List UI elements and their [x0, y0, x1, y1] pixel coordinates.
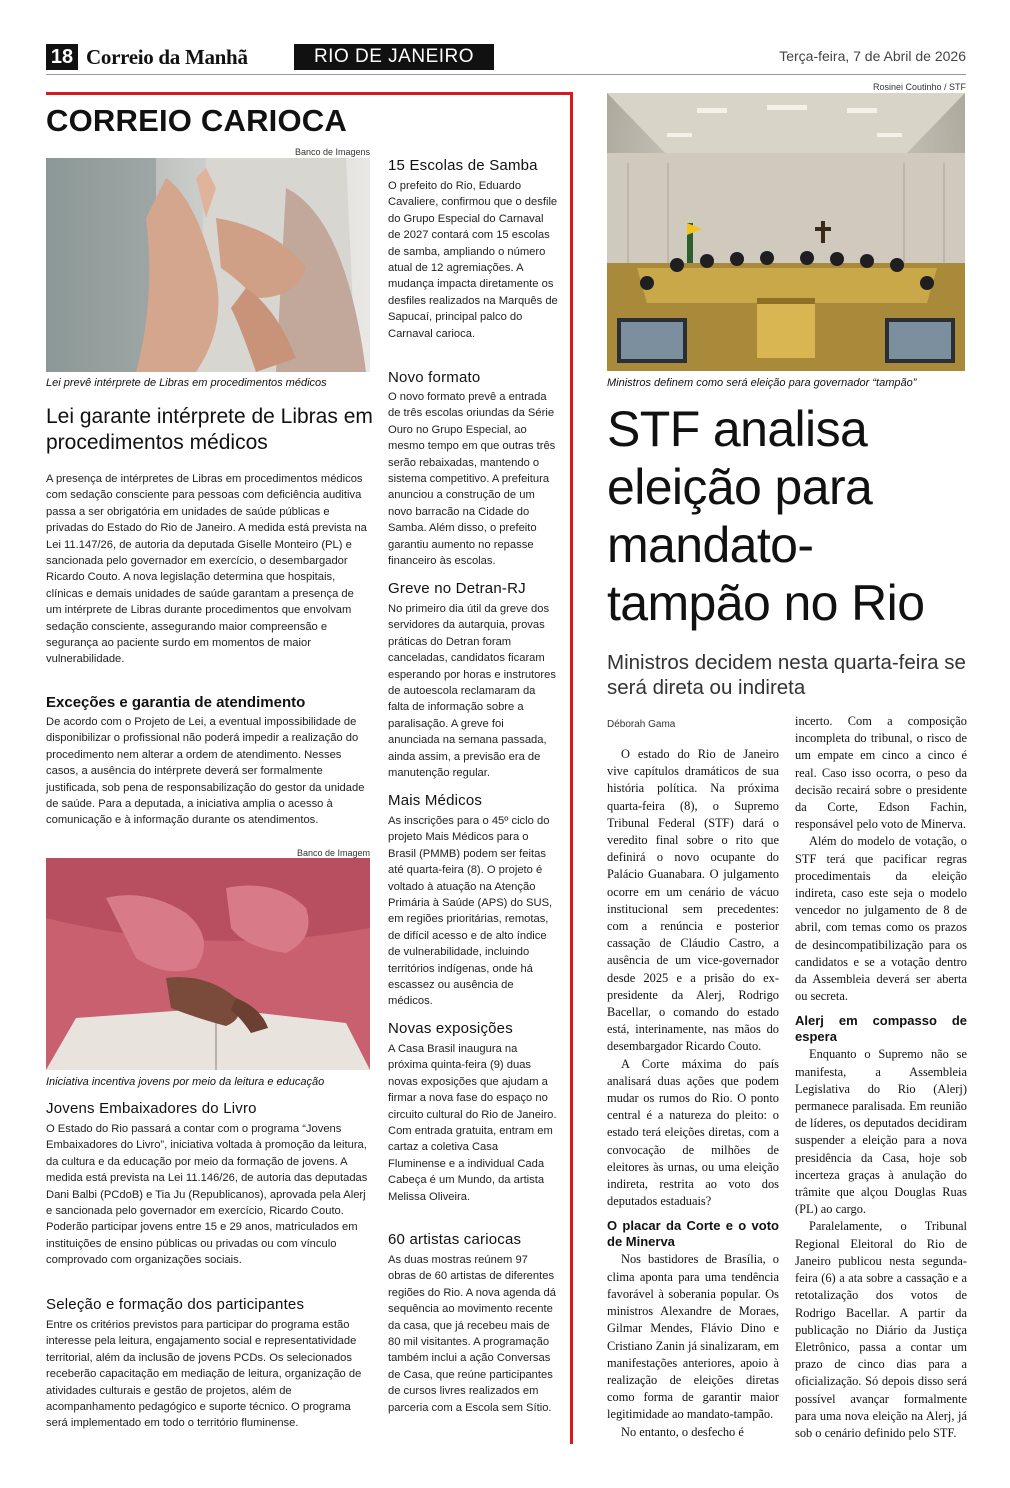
note-title: Greve no Detran-RJ	[388, 580, 526, 597]
photo-credit-2: Banco de Imagem	[296, 848, 370, 858]
photo-caption-2: Iniciativa incentiva jovens por meio da leitura e educação	[46, 1076, 325, 1088]
paragraph: O estado do Rio de Janeiro vive capítulos dramáticos de sua história política. Na próxima quarta-feira (8), o Supremo Tribunal Federal (STF) dará o veredito final sobre o rito que definirá o novo ocupante do Palácio Guanabara. O julgamento ocorre em um cenário de vácuo institucional sem precedentes: com a renúncia e posterior cassação de Cláudio Castro, a ausência de um vice-governador desde 2025 e a prisão do ex-presidente da Alerj, Rodrigo Bacellar, o comando do estado está, interinamente, nas mãos do desembargador Ricardo Couto.	[607, 747, 779, 1054]
article2-body2: Entre os critérios previstos para participar do programa estão interesse pela leitura, engajamento social e representatividade territorial, além da inclusão de jovens PCDs. Os selecionados receberão capacitação em mediação de leitura, organização de atividades culturais e gestão de projetos, além de acompanhamento pedagógico e suporte técnico. O programa será implementado em todo o território fluminense.	[46, 1319, 362, 1430]
paragraph: Paralelamente, o Tribunal Regional Eleitoral do Rio de Janeiro publicou nesta segunda-feira (6) a ata sobre a cassação e a retotalização dos votos de Rodrigo Bacellar. A partir da publicação no Diário da Justiça Eletrônico, passa a contar um prazo de cinco dias para a oficialização. Só depois disso será possível avançar formalmente para uma nova eleição na Alerj, já sob o cenário definido pelo STF.	[795, 1219, 967, 1440]
main-column-2	[795, 713, 967, 1442]
column-side-rule	[570, 92, 573, 1444]
subhead: Alerj em compasso de espera	[795, 1013, 967, 1045]
article2-headline: Jovens Embaixadores do Livro	[46, 1100, 257, 1117]
article1-body: A presença de intérpretes de Libras em procedimentos médicos com sedação consciente para pessoas com deficiência auditiva passa a ser obrigatória em unidades de saúde públicas e privadas do Estado do Rio de Janeiro. A medida está prevista na Lei 11.147/26, de autoria da deputada Giselle Monteiro (PL) e sancionada pelo governador em exercício, o desembargador Ricardo Couto. A nova legislação determina que hospitais, clínicas e demais unidades de saúde garantam a presença de um intérprete de Libras durante procedimentos que envolvam sedação consciente, assegurando maior compreensão e segurança ao paciente surdo em momentos de maior vulnerabilidade.	[46, 473, 367, 666]
note-text: A Casa Brasil inaugura na próxima quinta-feira (9) duas novas exposições que ajudam a firmar a nova fase do espaço no circuito cultural do Rio de Janeiro. Com entrada gratuita, entram em cartaz a coletiva Casa Fluminense e a individual Cada Cabeça é um Mundo, da artista Melissa Oliveira.	[388, 1043, 557, 1203]
header-rule	[46, 74, 966, 75]
main-deck: Ministros decidem nesta quarta-feira se será direta ou indireta	[607, 651, 966, 699]
article1-body2: De acordo com o Projeto de Lei, a eventual impossibilidade de disponibilizar o profissional não poderá impedir a realização do procedimento nem alterar a ordem de atendimento. Nesses casos, a ausência do intérprete deverá ser formalmente justificada, sob pena de responsabilização do gestor da unidade de saúde. Para a deputada, a iniciativa amplia o acesso à comunicação e à informação durante os atendimentos.	[46, 716, 365, 827]
article2-subhead: Seleção e formação dos participantes	[46, 1296, 305, 1313]
photo-sign-language	[46, 158, 370, 372]
paragraph: Além do modelo de votação, o STF terá que pacificar regras procedimentais da eleição indireta, caso este seja o modelo vencedor no julgamento de 8 de abril, com temas como os prazos de desincompatibilização para os candidatos e se a votação dentro da Assembleia deverá ser aberta ou secreta.	[795, 834, 967, 1004]
paragraph: Nos bastidores de Brasília, o clima aponta para uma tendência favorável à soberania popular. Os ministros Alexandre de Moraes, Gilmar Mendes, Flávio Dino e Cristiano Zanin já sinalizaram, em manifestações anteriores, apoio à realização de eleições diretas como forma de garantir maior legitimidade ao mandato-tampão.	[607, 1252, 779, 1422]
photo-caption-1: Lei prevê intérprete de Libras em procedimentos médicos	[46, 377, 327, 389]
paragraph: incerto. Com a composição incompleta do tribunal, o risco de um empate em cinco a cinco é real. Caso isso ocorra, o peso da decisão recairá sobre o presidente da Corte, Edson Fachin, responsável pelo voto de Minerva.	[795, 714, 967, 832]
photo-credit-1: Banco de Imagens	[294, 147, 370, 157]
note-title: 60 artistas cariocas	[388, 1231, 522, 1248]
note-text: As inscrições para o 45º ciclo do projeto Mais Médicos para o Brasil (PMMB) podem ser feitas até quarta-feira (8). O projeto é voltado à atuação na Atenção Primária à Saúde (APS) do SUS, em regiões prioritárias, remotas, de difícil acesso e de alto índice de vulnerabilidade, incluindo territórios indígenas, onde há escassez ou ausência de médicos.	[388, 815, 553, 1008]
paragraph: No entanto, o desfecho é	[621, 1424, 744, 1439]
note-title: 15 Escolas de Samba	[388, 157, 538, 174]
newspaper-name: Correio da Manhã	[86, 45, 248, 69]
photo-reading-book	[46, 858, 370, 1070]
note-title: Mais Médicos	[388, 792, 483, 809]
note-text: As duas mostras reúnem 97 obras de 60 artistas de diferentes regiões do Rio. A nova agenda dá sequência ao movimento recente da casa, que já recebeu mais de 80 mil visitantes. A programação também inclui a ação Conversas de Casa, que reúne participantes de cursos livres realizados em parceria com a Escola sem Sítio.	[388, 1254, 556, 1414]
paragraph: Enquanto o Supremo não se manifesta, a Assembleia Legislativa do Rio (Alerj) permanece paralisada. Em reunião de líderes, os deputados decidiram suspender a eleição para a nova presidência da Casa, hoje sob incerteza graças à anulação do trâmite que alçou Douglas Ruas (PL) ao cargo.	[795, 1047, 967, 1217]
column-top-rule	[46, 92, 573, 95]
main-headline: STF analisa eleição para mandato-tampão no Rio	[607, 401, 925, 631]
note-title: Novo formato	[388, 369, 481, 386]
section-label: RIO DE JANEIRO	[294, 44, 494, 70]
article1-subhead: Exceções e garantia de atendimento	[46, 694, 306, 711]
main-column-1	[607, 746, 779, 1441]
paragraph: A Corte máxima do país analisará duas ações que podem mudar os rumos do Rio. O ponto central é a natureza do pleito: o estado terá eleições diretas, com a convocação de milhões de eleitores às urnas, ou uma eleição indireta, restrita ao voto dos deputados estaduais?	[607, 1056, 779, 1209]
subhead: O placar da Corte e o voto de Minerva	[607, 1218, 779, 1250]
article1-headline: Lei garante intérprete de Libras em procedimentos médicos	[46, 405, 373, 454]
note-text: O novo formato prevê a entrada de três escolas oriundas da Série Ouro no Grupo Especial, ao mesmo tempo em que outras três serão rebaixadas, mantendo o sistema competitivo. A prefeitura anunciou a construção de um novo barracão na Cidade do Samba. Além disso, o prefeito garantiu aumento no repasse financeiro às escolas.	[388, 391, 556, 568]
main-photo-credit: Rosinei Coutinho / STF	[872, 82, 966, 92]
column-title: CORREIO CARIOCA	[46, 103, 347, 138]
main-byline: Déborah Gama	[607, 719, 676, 730]
note-text: No primeiro dia útil da greve dos servidores da autarquia, provas práticas do Detran foram canceladas, candidatos ficaram esperando por horas e instrutores de autoescola reclamaram da falta de informação sobre a paralisação. A greve foi anunciada na semana passada, ainda assim, a previsão era de manutenção regular.	[388, 603, 556, 780]
note-text: O prefeito do Rio, Eduardo Cavaliere, confirmou que o desfile do Grupo Especial do Carnaval de 2027 contará com 15 escolas de samba, ampliando o número atual de 12 agremiações. A mudança impacta diretamente os desfiles realizados na Marquês de Sapucaí, principal palco do Carnaval carioca.	[388, 180, 558, 340]
article2-body: O Estado do Rio passará a contar com o programa “Jovens Embaixadores do Livro”, iniciativa voltada à promoção da leitura, da cultura e da educação por meio da formação de jovens. A medida está prevista na Lei 11.146/26, de autoria das deputadas Dani Balbi (PCdoB) e Tia Ju (Republicanos), aprovada pela Alerj e sancionada pelo governador em exercício, Ricardo Couto. Poderão participar jovens entre 15 e 29 anos, matriculados em instituições de ensino públicas ou privadas ou com vínculo comprovado com organizações sociais.	[46, 1123, 368, 1267]
issue-date: Terça-feira, 7 de Abril de 2026	[779, 48, 966, 64]
main-photo-caption: Ministros definem como será eleição para governador “tampão”	[607, 377, 917, 389]
note-title: Novas exposições	[388, 1020, 513, 1037]
photo-stf-plenary	[607, 93, 965, 371]
page-number: 18	[46, 44, 78, 70]
